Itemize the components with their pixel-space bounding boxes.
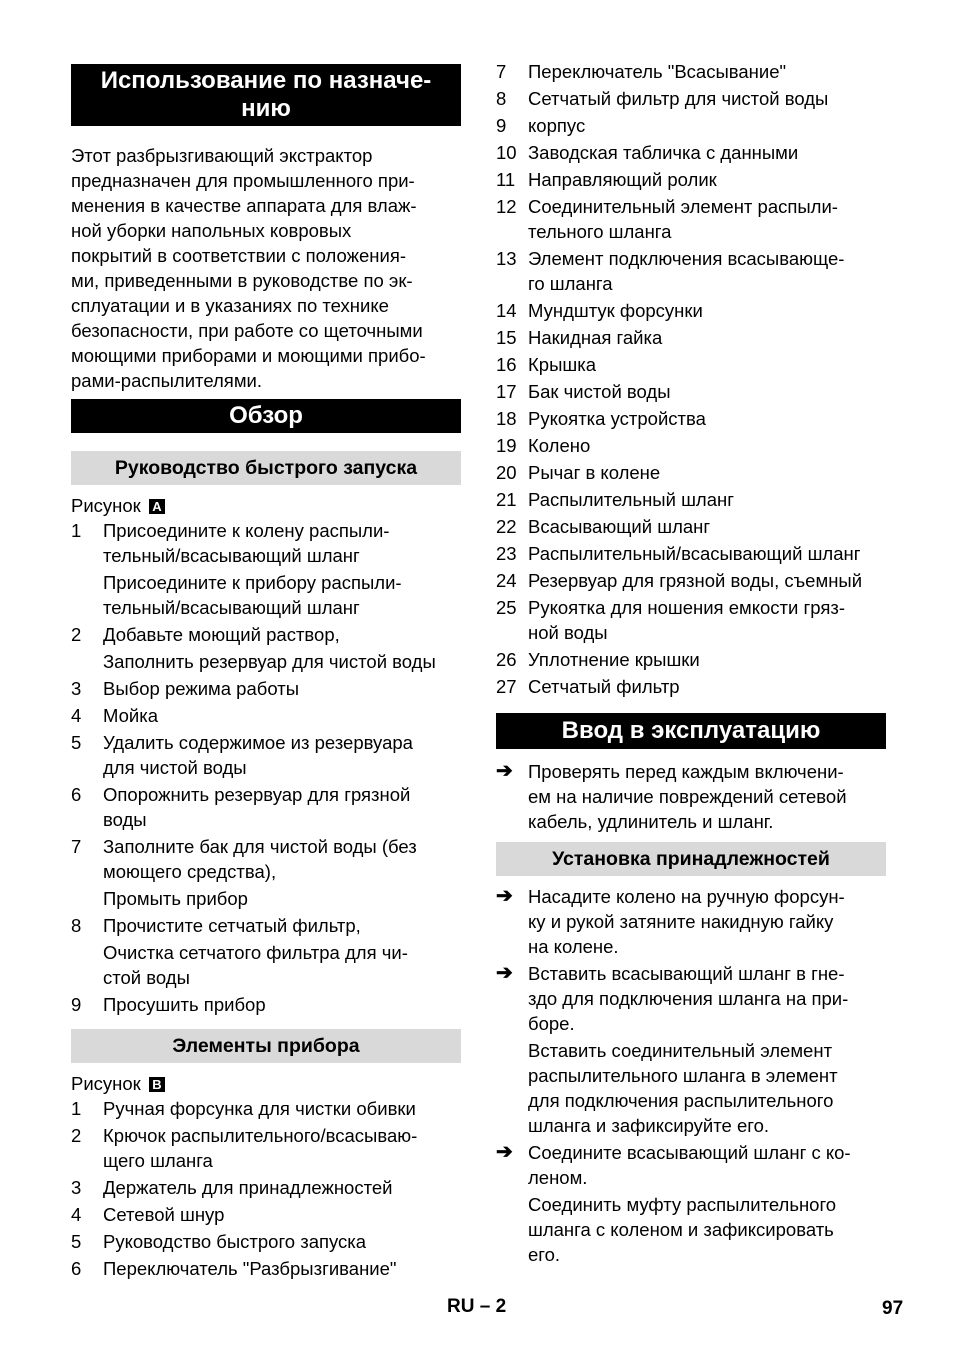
item-text-line: ной воды	[528, 622, 608, 643]
para-line: менения в качестве аппарата для влаж-	[71, 195, 417, 216]
item-text	[528, 568, 888, 593]
item-text	[103, 940, 463, 990]
footer-page-number: 97	[882, 1298, 904, 1319]
item-text	[528, 595, 888, 645]
item-text	[103, 1096, 463, 1121]
heading-accessories	[496, 842, 886, 876]
item-text	[103, 649, 463, 674]
item-text-line: Проверять перед каждым включени-	[528, 761, 844, 782]
item-number: 1	[71, 520, 82, 541]
item-text-line: Крючок распылительного/всасываю-	[103, 1125, 418, 1146]
item-text	[103, 1123, 463, 1173]
arrow-right-icon: ➔	[496, 885, 513, 907]
para-line: ми, приведенными в руководстве по эк-	[71, 270, 413, 291]
item-number: 27	[496, 676, 517, 697]
item-text-line: Распылительный/всасывающий шланг	[528, 543, 861, 564]
item-text	[528, 674, 888, 699]
item-number: 3	[71, 678, 82, 699]
item-number: 24	[496, 570, 517, 591]
item-text-line: Направляющий ролик	[528, 169, 717, 190]
para-line: покрытий в соответствии с положения-	[71, 245, 407, 266]
item-text-line: Очистка сетчатого фильтра для чи-	[103, 942, 408, 963]
item-number: 4	[71, 705, 82, 726]
item-text-line: его.	[528, 1244, 561, 1265]
item-text-line: Распылительный шланг	[528, 489, 734, 510]
item-number: 8	[496, 88, 507, 109]
item-text-line: тельного шланга	[528, 221, 672, 242]
item-number: 5	[71, 732, 82, 753]
item-text	[103, 834, 463, 884]
item-text-line: здо для подключения шланга на при-	[528, 988, 849, 1009]
item-text-line: Колено	[528, 435, 591, 456]
footer-lang-page: RU – 2	[447, 1296, 507, 1317]
item-text-line: Элемент подключения всасывающе-	[528, 248, 845, 269]
item-number: 15	[496, 327, 517, 348]
figure-ref-a	[71, 493, 165, 518]
heading-overview	[71, 399, 461, 433]
item-text-line: распылительного шланга в элемент	[528, 1065, 838, 1086]
item-text	[528, 167, 888, 192]
item-text-line: леном.	[528, 1167, 588, 1188]
item-text	[103, 913, 463, 938]
item-text-line: Держатель для принадлежностей	[103, 1177, 393, 1198]
heading-text: Ввод в эксплуатацию	[561, 717, 821, 744]
item-text-line: Заводская табличка с данными	[528, 142, 799, 163]
heading-line: Использование по назначе-	[100, 67, 432, 94]
item-text-line: шланга и зафиксируйте его.	[528, 1115, 770, 1136]
item-text	[103, 622, 463, 647]
item-text-line: Удалить содержимое из резервуара	[103, 732, 413, 753]
item-text-line: Рычаг в колене	[528, 462, 661, 483]
item-text	[528, 1038, 888, 1138]
item-number: 23	[496, 543, 517, 564]
item-text-line: Бак чистой воды	[528, 381, 671, 402]
item-number: 2	[71, 624, 82, 645]
item-text-line: Сетчатый фильтр	[528, 676, 680, 697]
arrow-right-icon: ➔	[496, 760, 513, 782]
item-text	[528, 759, 888, 834]
item-number: 4	[71, 1204, 82, 1225]
item-number: 6	[71, 1258, 82, 1279]
item-text	[103, 992, 463, 1017]
item-number: 22	[496, 516, 517, 537]
item-text	[528, 140, 888, 165]
item-text-line: Рукоятка устройства	[528, 408, 706, 429]
item-text-line: Вставить всасывающий шланг в гне-	[528, 963, 845, 984]
item-text	[528, 406, 888, 431]
item-text-line: тельный/всасывающий шланг	[103, 597, 360, 618]
usage-paragraph	[71, 143, 426, 393]
figure-a-icon: A	[149, 499, 165, 514]
figure-ref-b	[71, 1071, 165, 1096]
item-text	[528, 514, 888, 539]
item-text	[528, 113, 888, 138]
item-text	[103, 518, 463, 568]
item-number: 13	[496, 248, 517, 269]
item-number: 21	[496, 489, 517, 510]
item-text	[528, 59, 888, 84]
item-text-line: Сетевой шнур	[103, 1204, 225, 1225]
item-text-line: Вставить соединительный элемент	[528, 1040, 833, 1061]
item-text-line: моющего средства),	[103, 861, 277, 882]
item-text	[528, 1192, 888, 1267]
item-text	[528, 647, 888, 672]
item-number: 7	[496, 61, 507, 82]
item-text-line: Всасывающий шланг	[528, 516, 711, 537]
arrow-right-icon: ➔	[496, 962, 513, 984]
item-number: 14	[496, 300, 517, 321]
item-number: 10	[496, 142, 517, 163]
item-text	[528, 487, 888, 512]
item-number: 2	[71, 1125, 82, 1146]
item-text-line: Опорожнить резервуар для грязной	[103, 784, 411, 805]
heading-quick-start	[71, 451, 461, 485]
item-text	[103, 730, 463, 780]
item-number: 6	[71, 784, 82, 805]
item-text-line: тельный/всасывающий шланг	[103, 545, 360, 566]
heading-text: Обзор	[229, 402, 303, 429]
item-text	[103, 782, 463, 832]
item-text	[528, 325, 888, 350]
item-text-line: Соединительный элемент распыли-	[528, 196, 838, 217]
heading-line: нию	[241, 95, 291, 122]
item-number: 7	[71, 836, 82, 857]
figure-label: Рисунок	[71, 1073, 141, 1094]
item-text	[528, 298, 888, 323]
item-text-line: Присоедините к колену распыли-	[103, 520, 390, 541]
item-text-line: Добавьте моющий раствор,	[103, 624, 340, 645]
heading-text: Руководство быстрого запуска	[114, 457, 418, 479]
item-text	[103, 1175, 463, 1200]
para-line: безопасности, при работе со щеточными	[71, 320, 423, 341]
para-line: Этот разбрызгивающий экстрактор	[71, 145, 373, 166]
item-text-line: Насадите колено на ручную форсун-	[528, 886, 845, 907]
item-text-line: Промыть прибор	[103, 888, 248, 909]
para-line: предназначен для промышленного при-	[71, 170, 415, 191]
item-text	[103, 886, 463, 911]
item-number: 25	[496, 597, 517, 618]
item-text-line: Просушить прибор	[103, 994, 266, 1015]
item-text-line: стой воды	[103, 967, 190, 988]
heading-text: Установка принадлежностей	[552, 848, 830, 870]
item-text-line: шланга с коленом и зафиксировать	[528, 1219, 834, 1240]
item-text-line: Накидная гайка	[528, 327, 663, 348]
para-line: моющими приборами и моющими прибо-	[71, 345, 426, 366]
item-text-line: Рукоятка для ношения емкости гряз-	[528, 597, 845, 618]
item-text-line: для чистой воды	[103, 757, 247, 778]
item-text	[103, 570, 463, 620]
item-number: 3	[71, 1177, 82, 1198]
heading-text: Элементы прибора	[172, 1035, 360, 1057]
item-text-line: Мойка	[103, 705, 159, 726]
heading-device-elements	[71, 1029, 461, 1063]
item-number: 1	[71, 1098, 82, 1119]
item-text	[528, 961, 888, 1036]
item-text	[528, 379, 888, 404]
item-text	[528, 86, 888, 111]
figure-label: Рисунок	[71, 495, 141, 516]
item-text	[528, 541, 888, 566]
item-text-line: Соедините всасывающий шланг с ко-	[528, 1142, 851, 1163]
item-text-line: для подключения распылительного	[528, 1090, 834, 1111]
item-text-line: Выбор режима работы	[103, 678, 300, 699]
item-text-line: Сетчатый фильтр для чистой воды	[528, 88, 829, 109]
item-number: 17	[496, 381, 517, 402]
item-text-line: Переключатель "Разбрызгивание"	[103, 1258, 397, 1279]
item-number: 19	[496, 435, 517, 456]
para-line: сплуатации и в указаниях по технике	[71, 295, 389, 316]
item-number: 11	[496, 169, 516, 190]
item-text	[528, 884, 888, 959]
item-text-line: Уплотнение крышки	[528, 649, 700, 670]
item-number: 18	[496, 408, 517, 429]
item-text-line: Крышка	[528, 354, 596, 375]
para-line: ной уборки напольных ковровых	[71, 220, 352, 241]
item-text-line: Резервуар для грязной воды, съемный	[528, 570, 863, 591]
item-text	[528, 1140, 888, 1190]
item-text-line: ем на наличие повреждений сетевой	[528, 786, 847, 807]
item-text	[103, 1229, 463, 1254]
item-text	[528, 194, 888, 244]
item-text-line: на колене.	[528, 936, 619, 957]
item-text-line: Переключатель "Всасывание"	[528, 61, 787, 82]
heading-intended-use	[71, 64, 461, 126]
item-text-line: корпус	[528, 115, 586, 136]
item-text-line: Присоедините к прибору распыли-	[103, 572, 402, 593]
item-text-line: го шланга	[528, 273, 613, 294]
item-number: 5	[71, 1231, 82, 1252]
arrow-right-icon: ➔	[496, 1141, 513, 1163]
item-text-line: боре.	[528, 1013, 575, 1034]
item-text-line: Заполнить резервуар для чистой воды	[103, 651, 436, 672]
heading-commissioning	[496, 713, 886, 749]
item-text	[528, 352, 888, 377]
item-text	[103, 676, 463, 701]
item-text	[103, 1256, 463, 1281]
figure-b-icon: B	[149, 1077, 165, 1092]
item-text-line: Соединить муфту распылительного	[528, 1194, 837, 1215]
item-text	[103, 1202, 463, 1227]
item-text-line: кабель, удлинитель и шланг.	[528, 811, 774, 832]
item-text-line: Прочистите сетчатый фильтр,	[103, 915, 361, 936]
item-text-line: воды	[103, 809, 147, 830]
item-text-line: Заполните бак для чистой воды (без	[103, 836, 417, 857]
item-text-line: ку и рукой затяните накидную гайку	[528, 911, 834, 932]
item-number: 9	[71, 994, 82, 1015]
item-number: 8	[71, 915, 82, 936]
item-number: 16	[496, 354, 517, 375]
item-number: 26	[496, 649, 517, 670]
item-number: 9	[496, 115, 507, 136]
para-line: рами-распылителями.	[71, 370, 263, 391]
item-number: 12	[496, 196, 517, 217]
item-text-line: Руководство быстрого запуска	[103, 1231, 367, 1252]
item-text-line: Мундштук форсунки	[528, 300, 703, 321]
item-text-line: щего шланга	[103, 1150, 213, 1171]
item-text-line: Ручная форсунка для чистки обивки	[103, 1098, 416, 1119]
item-text	[528, 433, 888, 458]
item-text	[103, 703, 463, 728]
item-text	[528, 246, 888, 296]
item-text	[528, 460, 888, 485]
item-number: 20	[496, 462, 517, 483]
